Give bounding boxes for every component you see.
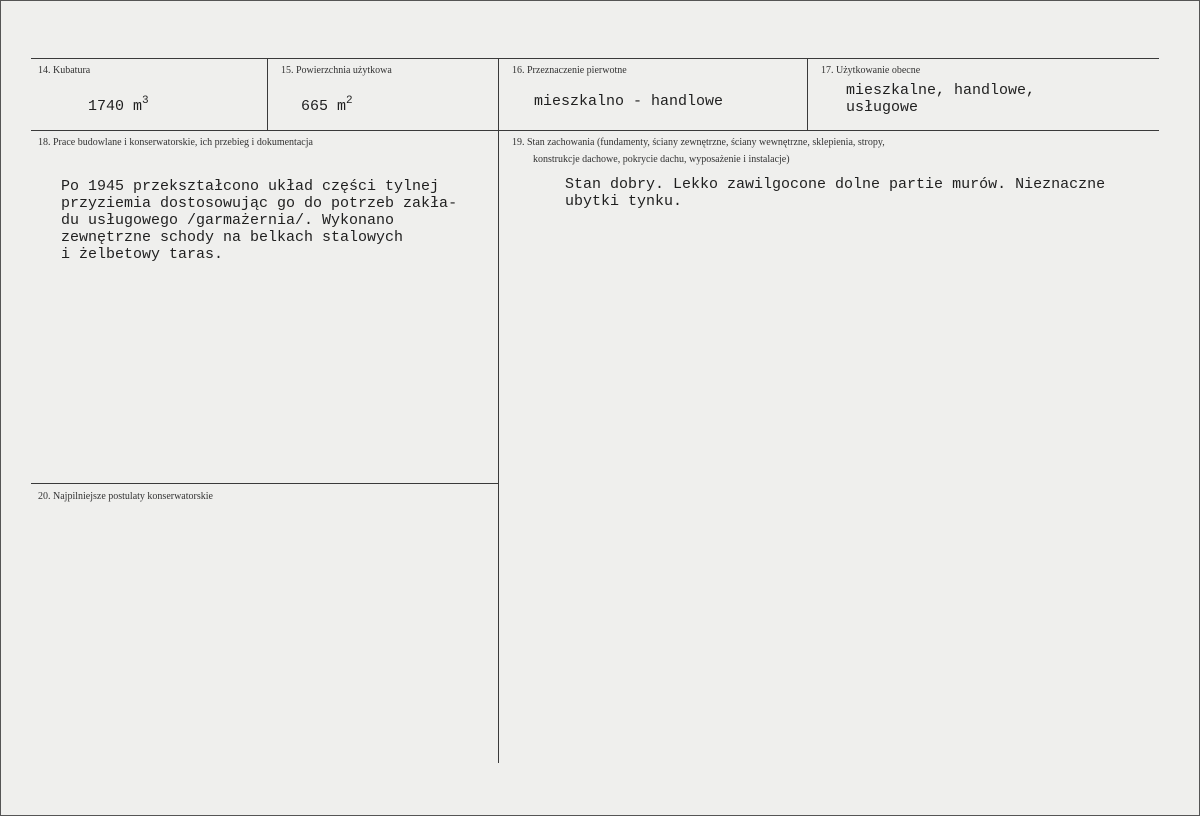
field-19-line-2: ubytki tynku. [565, 193, 683, 210]
field-19-label-line-2: konstrukcje dachowe, pokrycie dachu, wyposażenie i instalacje) [533, 154, 790, 165]
field-18-line-2: przyziemia dostosowując go do potrzeb zakła- [61, 195, 458, 212]
field-18-line-3: du usługowego /garmażernia/. Wykonano [61, 212, 395, 229]
kubatura-exponent: 3 [142, 95, 149, 107]
field-16-value: mieszkalno - handlowe [534, 93, 724, 110]
area-value: 665 m [301, 98, 347, 115]
section20-rule [31, 483, 499, 484]
divider-15-16 [498, 58, 499, 763]
row1-rule [31, 130, 1159, 131]
divider-14-15 [267, 58, 268, 130]
field-19-line-1: Stan dobry. Lekko zawilgocone dolne partie murów. Nieznaczne [565, 176, 1106, 193]
field-20-label: 20. Najpilniejsze postulaty konserwatorskie [38, 491, 213, 502]
field-19-label-line-1: 19. Stan zachowania (fundamenty, ściany zewnętrzne, ściany wewnętrzne, sklepienia, stropy, [512, 137, 885, 148]
field-18-line-1: Po 1945 przekształcono układ części tylnej [61, 178, 440, 195]
field-16-label: 16. Przeznaczenie pierwotne [512, 65, 627, 76]
field-18-label: 18. Prace budowlane i konserwatorskie, ich przebieg i dokumentacja [38, 137, 313, 148]
top-rule [31, 58, 1159, 59]
field-14-label: 14. Kubatura [38, 65, 91, 76]
area-exponent: 2 [346, 95, 353, 107]
field-17-value-line-2: usługowe [846, 99, 919, 116]
divider-16-17 [807, 58, 808, 130]
field-18-line-4: zewnętrzne schody na belkach stalowych [61, 229, 404, 246]
field-15-label: 15. Powierzchnia użytkowa [281, 65, 392, 76]
field-15-value [301, 93, 353, 115]
field-17-value-line-1: mieszkalne, handlowe, [846, 82, 1036, 99]
field-18-line-5: i żelbetowy taras. [61, 246, 224, 263]
kubatura-value: 1740 m [88, 98, 143, 115]
field-17-label: 17. Użytkowanie obecne [821, 65, 921, 76]
field-14-value [88, 93, 149, 115]
